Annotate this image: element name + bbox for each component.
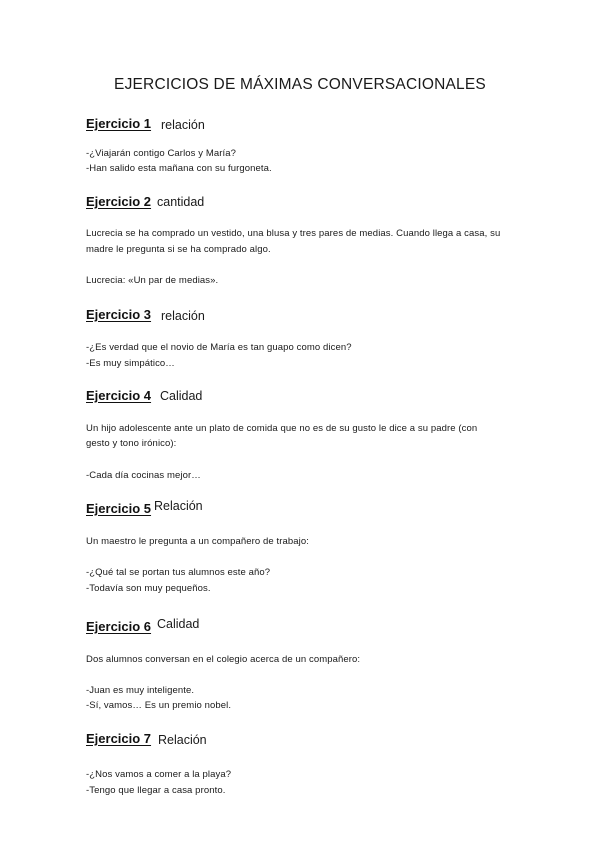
exercise-1-line-1: -¿Viajarán contigo Carlos y María? xyxy=(86,148,237,159)
exercise-3-line-1: -¿Es verdad que el novio de María es tan guapo como dicen? xyxy=(86,342,352,353)
exercise-4-line-2: gesto y tono irónico): xyxy=(86,438,177,449)
exercise-5-line-3: -Todavía son muy pequeños. xyxy=(86,583,211,594)
exercise-6-label: Ejercicio 6 xyxy=(86,619,152,634)
exercise-5-line-1: Un maestro le pregunta a un compañero de trabajo: xyxy=(86,536,310,547)
exercise-7-line-2: -Tengo que llegar a casa pronto. xyxy=(86,785,226,796)
exercise-2-line-2: madre le pregunta si se ha comprado algo. xyxy=(86,244,271,255)
exercise-4-type: Calidad xyxy=(160,389,203,403)
exercise-5-type: Relación xyxy=(154,499,203,513)
exercise-2-label: Ejercicio 2 xyxy=(86,194,152,209)
exercise-3-label: Ejercicio 3 xyxy=(86,307,152,322)
exercise-7-label: Ejercicio 7 xyxy=(86,731,152,746)
exercise-7-line-1: -¿Nos vamos a comer a la playa? xyxy=(86,769,232,780)
exercise-2-line-3: Lucrecia: «Un par de medias». xyxy=(86,275,219,286)
exercise-5-line-2: -¿Qué tal se portan tus alumnos este año? xyxy=(86,567,271,578)
exercise-5-label: Ejercicio 5 xyxy=(86,501,152,516)
exercise-1-type: relación xyxy=(161,118,205,132)
exercise-7-type: Relación xyxy=(158,733,207,747)
exercise-6-line-1: Dos alumnos conversan en el colegio acerca de un compañero: xyxy=(86,654,361,665)
exercise-3-type: relación xyxy=(161,309,205,323)
exercise-4-label: Ejercicio 4 xyxy=(86,388,152,403)
document-title: EJERCICIOS DE MÁXIMAS CONVERSACIONALES xyxy=(114,76,486,93)
exercise-6-type: Calidad xyxy=(157,617,200,631)
exercise-6-line-2: -Juan es muy inteligente. xyxy=(86,685,195,696)
exercise-3-line-2: -Es muy simpático… xyxy=(86,358,175,369)
exercise-2-line-1: Lucrecia se ha comprado un vestido, una blusa y tres pares de medias. Cuando llega a casa, su xyxy=(86,228,501,239)
exercise-1-label: Ejercicio 1 xyxy=(86,116,152,131)
exercise-1-line-2: -Han salido esta mañana con su furgoneta. xyxy=(86,163,272,174)
exercise-6-line-3: -Sí, vamos… Es un premio nobel. xyxy=(86,700,232,711)
exercise-2-type: cantidad xyxy=(157,195,205,209)
exercise-4-line-3: -Cada día cocinas mejor… xyxy=(86,470,201,481)
exercise-4-line-1: Un hijo adolescente ante un plato de comida que no es de su gusto le dice a su padre (con xyxy=(86,423,478,434)
